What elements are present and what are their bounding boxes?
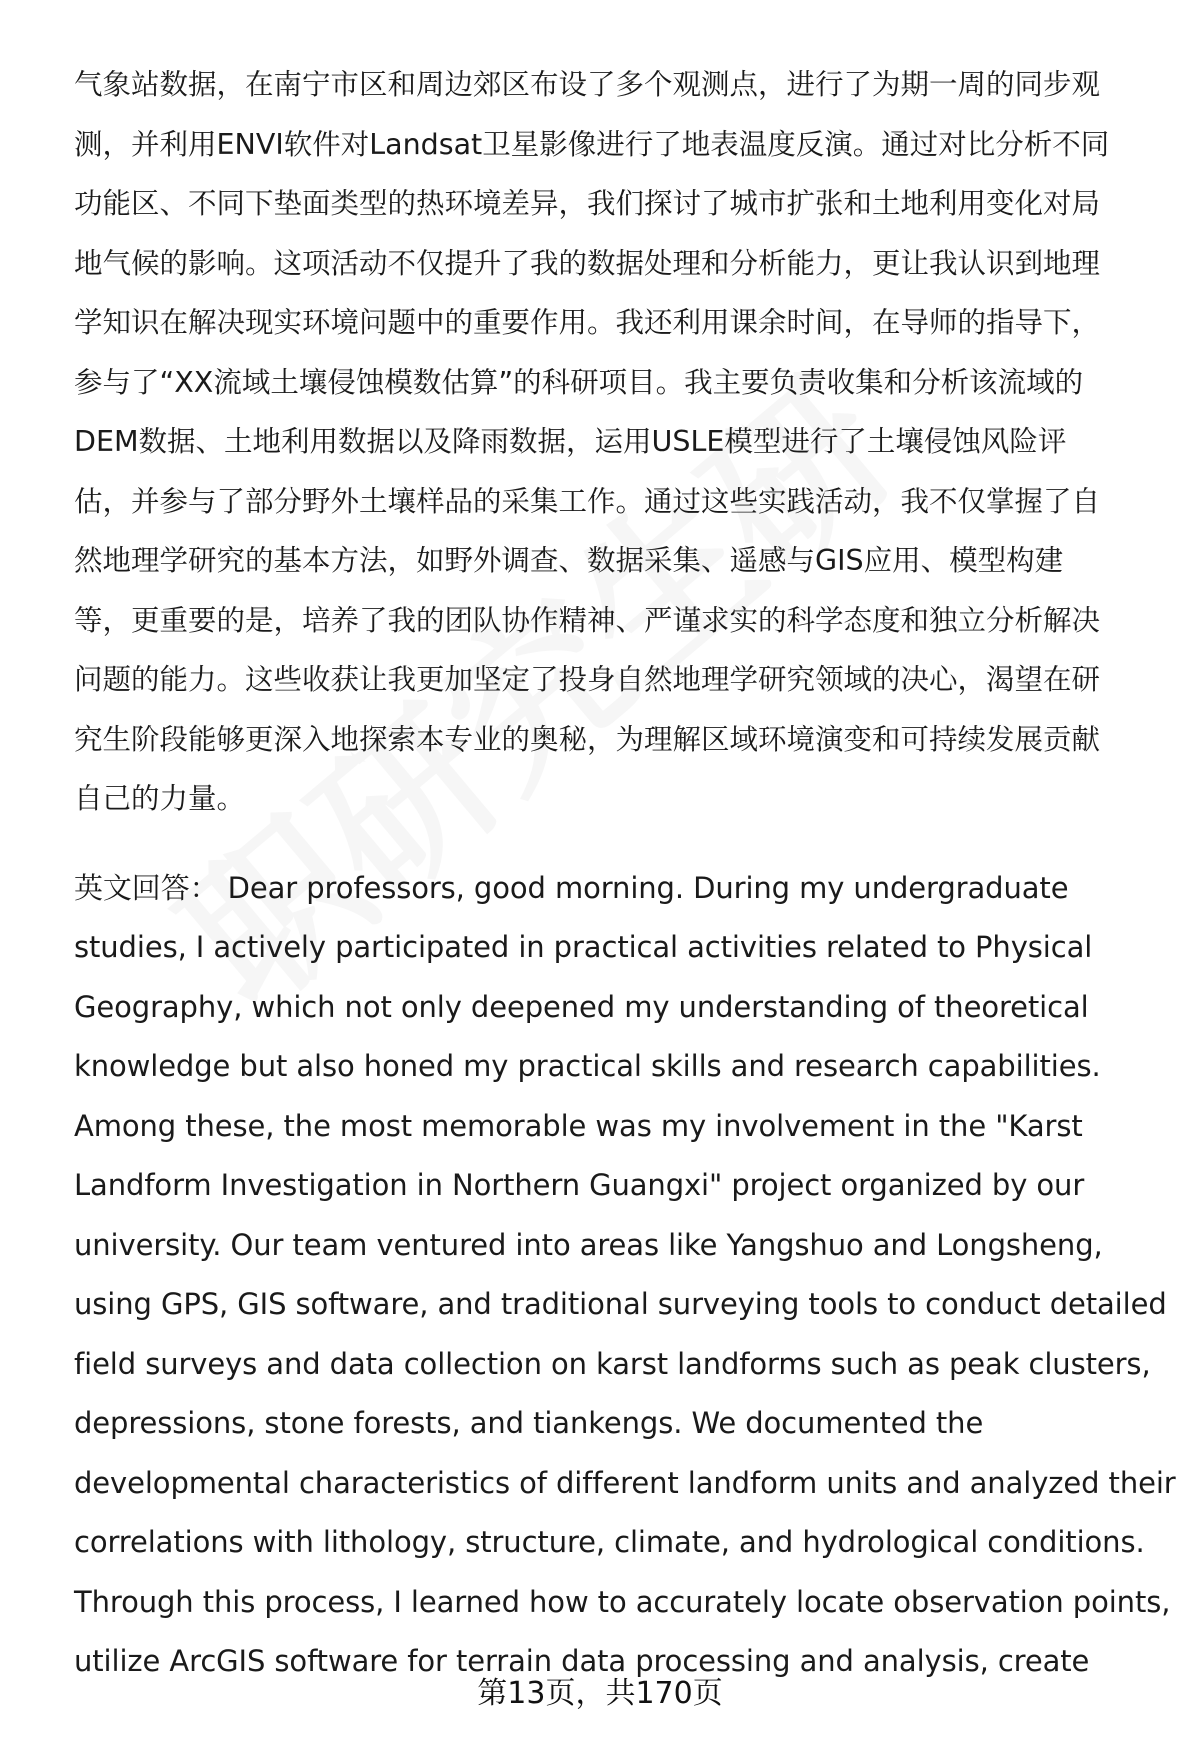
text-line: Through this process, I learned how to accurately locate observation points, (74, 1584, 1171, 1619)
text-line: 然地理学研究的基本方法，如野外调查、数据采集、遥感与GIS应用、模型构建 (74, 544, 1064, 577)
english-answer-paragraph (74, 859, 1176, 1692)
text-line: 气象站数据，在南宁市区和周边郊区布设了多个观测点，进行了为期一周的同步观 (74, 68, 1101, 101)
text-line: 究生阶段能够更深入地探索本专业的奥秘，为理解区域环境演变和可持续发展贡献 (74, 722, 1101, 756)
text-line: 估，并参与了部分野外土壤样品的采集工作。通过这些实践活动，我不仅掌握了自 (74, 484, 1101, 518)
chinese-answer-paragraph (74, 55, 1154, 829)
text-line: 功能区、不同下垫面类型的热环境差异，我们探讨了城市扩张和土地利用变化对局 (74, 187, 1101, 220)
text-line: 测，并利用ENVI软件对Landsat卫星影像进行了地表温度反演。通过对比分析不同 (74, 127, 1110, 161)
text-line: 参与了“XX流域土壤侵蚀模数估算”的科研项目。我主要负责收集和分析该流域的 (74, 365, 1084, 399)
text-line: DEM数据、土地利用数据以及降雨数据，运用USLE模型进行了土壤侵蚀风险评 (74, 425, 1067, 458)
text-line: 等，更重要的是，培养了我的团队协作精神、严谨求实的科学态度和独立分析解决 (74, 603, 1101, 637)
text-line: studies, I actively participated in practical activities related to Physical (74, 930, 1093, 964)
text-line: Among these, the most memorable was my involvement in the "Karst (74, 1108, 1083, 1143)
text-line: correlations with lithology, structure, climate, and hydrological conditions. (74, 1525, 1145, 1559)
text-line: 地气候的影响。这项活动不仅提升了我的数据处理和分析能力，更让我认识到地理 (74, 246, 1101, 280)
text-line: university. Our team ventured into areas like Yangshuo and Longsheng, (74, 1227, 1103, 1262)
text-line: field surveys and data collection on karst landforms such as peak clusters, (74, 1346, 1151, 1381)
text-line: 问题的能力。这些收获让我更加坚定了投身自然地理学研究领域的决心，渴望在研 (74, 663, 1101, 696)
text-line: Landform Investigation in Northern Guangxi" project organized by our (74, 1168, 1085, 1202)
text-line: 学知识在解决现实环境问题中的重要作用。我还利用课余时间，在导师的指导下， (74, 306, 1101, 339)
text-line: 自己的力量。 (74, 782, 246, 815)
page-number-footer: 第13页，共170页 (477, 1676, 723, 1711)
text-line: 英文回答： Dear professors, good morning. During my undergraduate (74, 870, 1069, 905)
text-line: depressions, stone forests, and tiankengs. We documented the (74, 1406, 984, 1440)
page-content (74, 55, 1176, 1692)
text-line: Geography, which not only deepened my understanding of theoretical (74, 989, 1089, 1024)
paragraph-gap (74, 829, 1154, 859)
text-line: using GPS, GIS software, and traditional surveying tools to conduct detailed (74, 1287, 1167, 1321)
text-line: knowledge but also honed my practical skills and research capabilities. (74, 1049, 1101, 1083)
text-line: utilize ArcGIS software for terrain data processing and analysis, create (74, 1644, 1090, 1678)
text-line: developmental characteristics of different landform units and analyzed their (74, 1465, 1176, 1500)
